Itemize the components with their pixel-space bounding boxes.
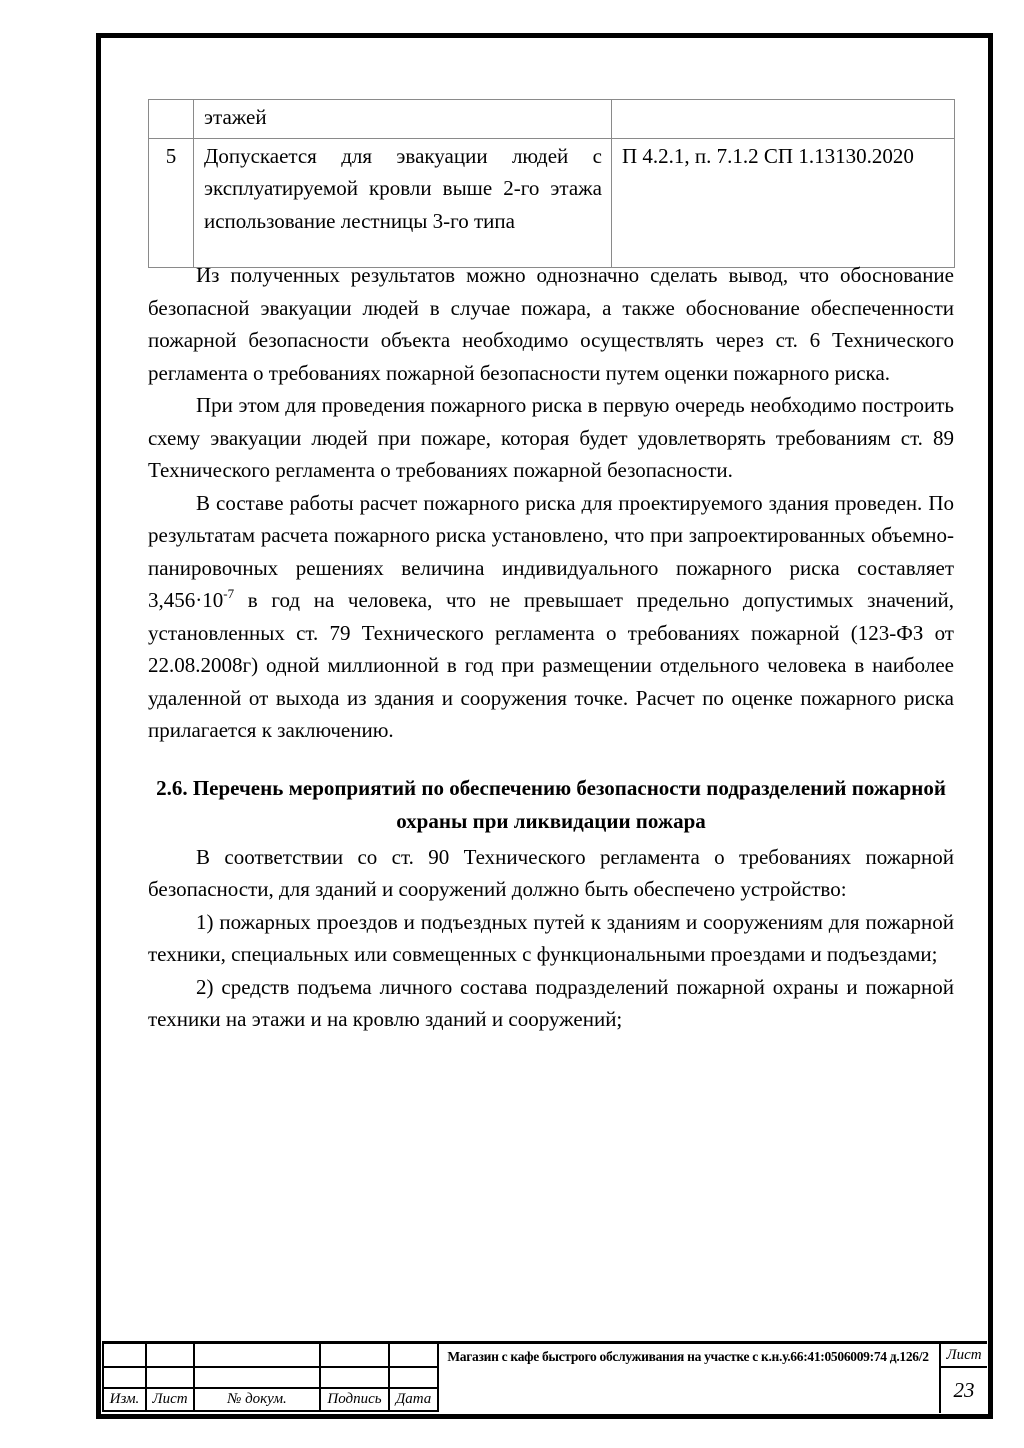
revision-label-row <box>103 1388 438 1411</box>
document-title-cell <box>437 1341 941 1413</box>
sheet-label: Лист <box>941 1344 987 1368</box>
requirement-cell: Допускается для эвакуации людей с эксплуатируемой кровли выше 2-го этажа использование лестницы 3-го типа <box>194 138 612 267</box>
revision-cell <box>389 1343 438 1367</box>
revision-grid <box>102 1341 439 1412</box>
paragraph-text: В составе работы расчет пожарного риска для проектируемого здания проведен. По результатам расчета пожарного риска установлено, что при запроектированных объемно-панировочных решениях величина индивидуального пожарного риска составляет 3,456·10 <box>148 490 954 612</box>
list-item: 1) пожарных проездов и подъездных путей к зданиям и сооружениям для пожарной техники, специальных или совмещенных с функциональными проездами и подъездами; <box>148 909 954 966</box>
revision-cell <box>194 1367 320 1388</box>
column-label-data: Дата <box>389 1388 438 1411</box>
paragraph-text: в год на человека, что не превышает предельно допустимых значений, установленных ст. 79 Технического регламента о требованиях пожарной (123-ФЗ от 22.08.2008г) одной миллионной в год при размещении отдельного человека в наиболее удаленной от выхода из здания и сооружения точке. Расчет по оценке пожарного риска прилагается к заключению. <box>148 588 954 742</box>
reference-cell: П 4.2.1, п. 7.1.2 СП 1.13130.2020 <box>612 138 955 267</box>
column-label-podpis: Подпись <box>320 1388 389 1411</box>
revision-cell <box>146 1343 194 1367</box>
section-heading: 2.6. Перечень мероприятий по обеспечению безопасности подразделений пожарной охраны при ликвидации пожара <box>156 775 946 833</box>
requirements-table <box>148 99 955 268</box>
revision-cell <box>320 1343 389 1367</box>
title-block <box>102 1341 987 1413</box>
revision-row <box>103 1343 438 1367</box>
sheet-number: 23 <box>953 1378 975 1402</box>
revision-cell <box>103 1367 146 1388</box>
table-row <box>149 138 955 267</box>
row-number-cell: 5 <box>149 138 194 267</box>
requirement-cell: этажей <box>194 100 612 139</box>
paragraph: В соответствии со ст. 90 Технического регламента о требованиях пожарной безопасности, для зданий и сооружений должно быть обеспечено устройство: <box>148 844 954 901</box>
reference-cell <box>612 100 955 139</box>
revision-cell <box>389 1367 438 1388</box>
column-label-dokum: № докум. <box>194 1388 320 1411</box>
paragraph: При этом для проведения пожарного риска в первую очередь необходимо построить схему эвакуации людей при пожаре, которая будет удовлетворять требованиям ст. 89 Технического регламента о требованиях пожарной безопасности. <box>148 393 954 482</box>
superscript-exponent: -7 <box>223 586 235 601</box>
revision-cell <box>320 1367 389 1388</box>
paragraph: Из полученных результатов можно однозначно сделать вывод, что обоснование безопасной эвакуации людей в случае пожара, а также обоснование обеспеченности пожарной безопасности объекта необходимо осуществлять через ст. 6 Технического регламента о требованиях пожарной безопасности путем оценки пожарного риска. <box>148 263 954 385</box>
table-row <box>149 100 955 139</box>
column-label-izm: Изм. <box>103 1388 146 1411</box>
document-title: Магазин с кафе быстрого обслуживания на участке с к.н.у.66:41:0506009:74 д.126/2 <box>447 1349 929 1364</box>
list-item: 2) средств подъема личного состава подразделений пожарной охраны и пожарной техники на этажи и на кровлю зданий и сооружений; <box>148 974 954 1031</box>
column-label-list: Лист <box>146 1388 194 1411</box>
paragraph <box>148 487 954 747</box>
revision-row <box>103 1367 438 1388</box>
row-number-cell <box>149 100 194 139</box>
revision-cell <box>146 1367 194 1388</box>
revision-cell <box>194 1343 320 1367</box>
revision-cell <box>103 1343 146 1367</box>
document-body <box>148 259 954 1036</box>
sheet-column <box>941 1341 987 1413</box>
